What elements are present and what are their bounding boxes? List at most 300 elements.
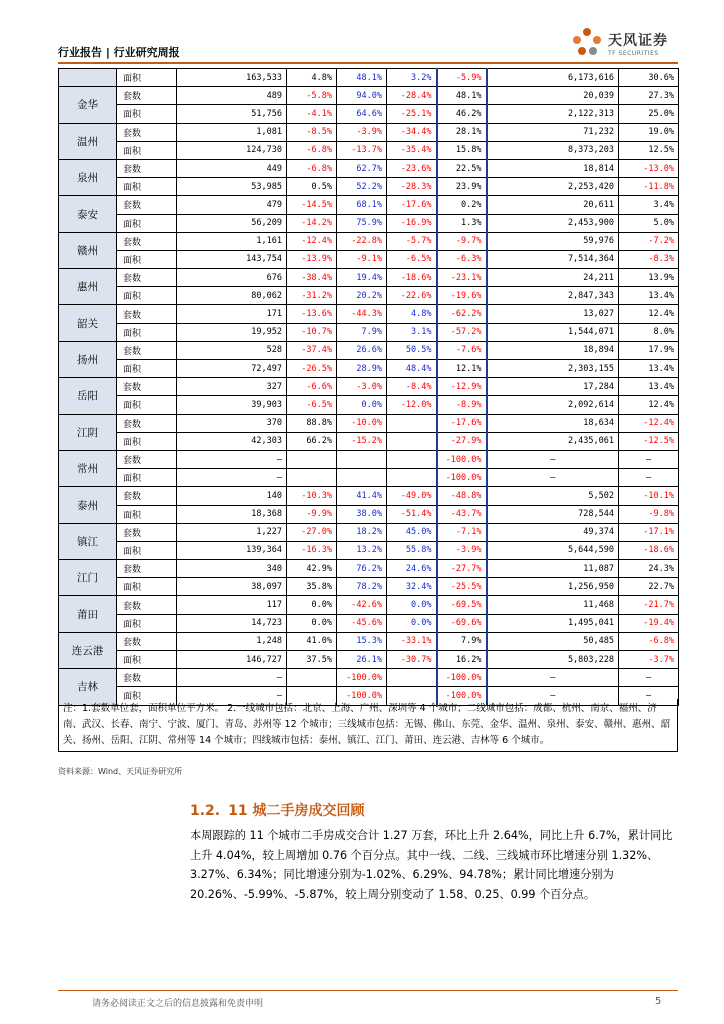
table-cell xyxy=(387,432,437,450)
table-cell: -5.7% xyxy=(387,232,437,250)
table-cell: 2,253,420 xyxy=(487,178,619,196)
report-header: 行业报告 | 行业研究周报 xyxy=(58,46,180,59)
table-cell: -12.9% xyxy=(437,378,487,396)
metric-label: 面积 xyxy=(117,651,177,669)
table-cell: 41.4% xyxy=(337,487,387,505)
table-cell: 14,723 xyxy=(177,614,287,632)
table-cell: 0.0% xyxy=(287,614,337,632)
table-cell: -10.0% xyxy=(337,414,387,432)
table-cell: -10.1% xyxy=(619,487,679,505)
table-cell: 18.2% xyxy=(337,523,387,541)
table-cell: 68.1% xyxy=(337,196,387,214)
table-cell: 35.8% xyxy=(287,578,337,596)
city-name: 江阴 xyxy=(59,414,117,450)
metric-label: 套数 xyxy=(117,378,177,396)
table-cell: -57.2% xyxy=(437,323,487,341)
table-cell: -43.7% xyxy=(437,505,487,523)
table-cell: 528 xyxy=(177,341,287,359)
table-cell: -27.7% xyxy=(437,560,487,578)
table-cell: 676 xyxy=(177,269,287,287)
table-cell: -17.6% xyxy=(437,414,487,432)
table-cell: -100.0% xyxy=(437,450,487,468)
table-cell: -9.9% xyxy=(287,505,337,523)
table-cell: 17,284 xyxy=(487,378,619,396)
table-cell: 5,502 xyxy=(487,487,619,505)
section-number: 1.2. xyxy=(190,803,221,819)
table-cell xyxy=(387,450,437,468)
table-cell: 18,634 xyxy=(487,414,619,432)
metric-label: 面积 xyxy=(117,250,177,268)
table-cell: 1,495,041 xyxy=(487,614,619,632)
table-cell: 42.9% xyxy=(287,560,337,578)
table-cell: – xyxy=(619,469,679,487)
table-cell: -6.6% xyxy=(287,378,337,396)
city-name: 镇江 xyxy=(59,523,117,559)
table-row xyxy=(59,432,679,450)
table-cell: -31.2% xyxy=(287,287,337,305)
city-name: 泰州 xyxy=(59,487,117,523)
table-cell: 13,027 xyxy=(487,305,619,323)
table-cell: 13.4% xyxy=(619,378,679,396)
table-row xyxy=(59,596,679,614)
table-cell: -49.0% xyxy=(387,487,437,505)
metric-label: 套数 xyxy=(117,487,177,505)
table-cell: -16.9% xyxy=(387,214,437,232)
metric-label: 面积 xyxy=(117,614,177,632)
table-cell: -28.3% xyxy=(387,178,437,196)
table-cell: -13.7% xyxy=(337,141,387,159)
table-cell: – xyxy=(487,687,619,705)
table-cell: 370 xyxy=(177,414,287,432)
metric-label: 套数 xyxy=(117,269,177,287)
table-cell: 19,952 xyxy=(177,323,287,341)
city-name: 连云港 xyxy=(59,632,117,668)
table-row xyxy=(59,214,679,232)
table-cell: 0.0% xyxy=(387,614,437,632)
table-cell: 2,092,614 xyxy=(487,396,619,414)
table-cell: -25.1% xyxy=(387,105,437,123)
table-cell: 0.0% xyxy=(337,396,387,414)
metric-label: 套数 xyxy=(117,414,177,432)
table-row xyxy=(59,632,679,650)
table-cell: – xyxy=(487,669,619,687)
table-cell: -100.0% xyxy=(437,469,487,487)
table-row xyxy=(59,341,679,359)
table-cell: 37.5% xyxy=(287,651,337,669)
table-cell: -23.6% xyxy=(387,159,437,177)
table-cell: 20.2% xyxy=(337,287,387,305)
logo-name-en: TF SECURITIES xyxy=(608,50,659,57)
metric-label: 面积 xyxy=(117,505,177,523)
table-row xyxy=(59,250,679,268)
city-name: 温州 xyxy=(59,123,117,159)
table-cell: 39,903 xyxy=(177,396,287,414)
table-cell: 7,514,364 xyxy=(487,250,619,268)
table-row xyxy=(59,159,679,177)
metric-label: 面积 xyxy=(117,214,177,232)
table-cell: -3.9% xyxy=(437,541,487,559)
table-cell: 327 xyxy=(177,378,287,396)
table-cell: 28.1% xyxy=(437,123,487,141)
table-cell: 94.0% xyxy=(337,87,387,105)
table-cell: -28.4% xyxy=(387,87,437,105)
table-cell: -30.7% xyxy=(387,651,437,669)
table-cell: 15.8% xyxy=(437,141,487,159)
table-cell: 25.0% xyxy=(619,105,679,123)
metric-label: 面积 xyxy=(117,323,177,341)
table-cell: 1,081 xyxy=(177,123,287,141)
table-cell: -15.2% xyxy=(337,432,387,450)
table-cell: 56,209 xyxy=(177,214,287,232)
table-cell: 64.6% xyxy=(337,105,387,123)
table-cell: -62.2% xyxy=(437,305,487,323)
table-row xyxy=(59,450,679,468)
data-source: 资料来源：Wind、天风证券研究所 xyxy=(58,767,183,776)
table-cell: 88.8% xyxy=(287,414,337,432)
table-row xyxy=(59,469,679,487)
table-cell: -6.3% xyxy=(437,250,487,268)
table-cell: -21.7% xyxy=(619,596,679,614)
table-row xyxy=(59,396,679,414)
table-cell: 0.2% xyxy=(437,196,487,214)
table-cell xyxy=(387,414,437,432)
table-cell: 340 xyxy=(177,560,287,578)
table-cell: -25.5% xyxy=(437,578,487,596)
table-cell xyxy=(387,469,437,487)
table-cell: -6.5% xyxy=(387,250,437,268)
metric-label: 套数 xyxy=(117,305,177,323)
table-cell: 13.4% xyxy=(619,287,679,305)
table-cell: -38.4% xyxy=(287,269,337,287)
table-cell: 45.0% xyxy=(387,523,437,541)
table-cell: -27.0% xyxy=(287,523,337,541)
table-row xyxy=(59,123,679,141)
table-cell: -5.9% xyxy=(437,69,487,87)
section-title: 11 城二手房成交回顾 xyxy=(228,803,365,819)
table-cell: 18,814 xyxy=(487,159,619,177)
table-cell: -100.0% xyxy=(437,669,487,687)
metric-label: 面积 xyxy=(117,178,177,196)
table-cell: – xyxy=(177,450,287,468)
table-cell: -34.4% xyxy=(387,123,437,141)
table-cell: -17.6% xyxy=(387,196,437,214)
metric-label: 面积 xyxy=(117,687,177,705)
table-cell: 16.2% xyxy=(437,651,487,669)
table-cell: -42.6% xyxy=(337,596,387,614)
table-cell: -33.1% xyxy=(387,632,437,650)
table-cell: -26.5% xyxy=(287,360,337,378)
header-rule xyxy=(58,62,678,64)
table-body xyxy=(59,69,679,706)
table-cell: 143,754 xyxy=(177,250,287,268)
table-cell: 27.3% xyxy=(619,87,679,105)
table-cell: -3.7% xyxy=(619,651,679,669)
table-cell: 449 xyxy=(177,159,287,177)
table-cell: -35.4% xyxy=(387,141,437,159)
table-cell: 55.8% xyxy=(387,541,437,559)
city-name: 泉州 xyxy=(59,159,117,195)
table-row xyxy=(59,523,679,541)
table-cell: 76.2% xyxy=(337,560,387,578)
table-cell: 38,097 xyxy=(177,578,287,596)
table-cell: – xyxy=(177,669,287,687)
table-cell: -48.8% xyxy=(437,487,487,505)
table-cell: 2,847,343 xyxy=(487,287,619,305)
company-logo xyxy=(568,24,678,64)
table-cell: 23.9% xyxy=(437,178,487,196)
table-cell: 41.0% xyxy=(287,632,337,650)
table-cell: -8.9% xyxy=(437,396,487,414)
table-cell: -51.4% xyxy=(387,505,437,523)
table-row xyxy=(59,378,679,396)
table-cell: -6.8% xyxy=(287,141,337,159)
table-cell: 728,544 xyxy=(487,505,619,523)
table-cell: -7.1% xyxy=(437,523,487,541)
table-cell: -12.4% xyxy=(287,232,337,250)
table-cell: 1,248 xyxy=(177,632,287,650)
city-name: 金华 xyxy=(59,87,117,123)
table-cell: 3.4% xyxy=(619,196,679,214)
city-name: 惠州 xyxy=(59,269,117,305)
metric-label: 套数 xyxy=(117,523,177,541)
table-cell: 62.7% xyxy=(337,159,387,177)
table-cell: -14.5% xyxy=(287,196,337,214)
city-transaction-table xyxy=(58,68,679,706)
table-cell: -100.0% xyxy=(337,687,387,705)
table-cell: 3.1% xyxy=(387,323,437,341)
table-cell: -8.3% xyxy=(619,250,679,268)
table-cell: -6.8% xyxy=(287,159,337,177)
table-cell: 66.2% xyxy=(287,432,337,450)
metric-label: 面积 xyxy=(117,396,177,414)
table-cell: 11,087 xyxy=(487,560,619,578)
table-cell: 24.6% xyxy=(387,560,437,578)
table-cell: -9.8% xyxy=(619,505,679,523)
table-row xyxy=(59,196,679,214)
table-cell: 8,373,203 xyxy=(487,141,619,159)
metric-label: 套数 xyxy=(117,632,177,650)
table-cell: 51,756 xyxy=(177,105,287,123)
table-cell: 5.0% xyxy=(619,214,679,232)
table-cell: 46.2% xyxy=(437,105,487,123)
table-row xyxy=(59,360,679,378)
city-name: 岳阳 xyxy=(59,378,117,414)
table-cell: – xyxy=(619,450,679,468)
table-cell: 50.5% xyxy=(387,341,437,359)
table-cell: 48.1% xyxy=(437,87,487,105)
metric-label: 套数 xyxy=(117,341,177,359)
table-cell: 30.6% xyxy=(619,69,679,87)
table-cell: 140 xyxy=(177,487,287,505)
table-cell: 12.4% xyxy=(619,396,679,414)
table-cell: 78.2% xyxy=(337,578,387,596)
table-cell: -9.7% xyxy=(437,232,487,250)
table-cell: 24,211 xyxy=(487,269,619,287)
table-cell: – xyxy=(487,450,619,468)
table-cell: -23.1% xyxy=(437,269,487,287)
table-cell: 22.7% xyxy=(619,578,679,596)
table-cell: 1,227 xyxy=(177,523,287,541)
table-cell: -37.4% xyxy=(287,341,337,359)
table-cell xyxy=(287,669,337,687)
metric-label: 套数 xyxy=(117,196,177,214)
table-row xyxy=(59,505,679,523)
city-name: 赣州 xyxy=(59,232,117,268)
metric-label: 面积 xyxy=(117,287,177,305)
table-cell: 20,039 xyxy=(487,87,619,105)
table-cell: 163,533 xyxy=(177,69,287,87)
table-cell: 2,122,313 xyxy=(487,105,619,123)
metric-label: 面积 xyxy=(117,141,177,159)
footer-rule xyxy=(58,990,678,991)
table-cell: -18.6% xyxy=(619,541,679,559)
table-cell: -22.8% xyxy=(337,232,387,250)
table-cell xyxy=(337,469,387,487)
table-cell: 32.4% xyxy=(387,578,437,596)
table-cell: 124,730 xyxy=(177,141,287,159)
city-name: 常州 xyxy=(59,450,117,486)
table-cell: -12.4% xyxy=(619,414,679,432)
city-name: 泰安 xyxy=(59,196,117,232)
city-name: 莆田 xyxy=(59,596,117,632)
table-cell: 19.0% xyxy=(619,123,679,141)
table-cell: -17.1% xyxy=(619,523,679,541)
metric-label: 面积 xyxy=(117,541,177,559)
table-cell: -10.3% xyxy=(287,487,337,505)
table-cell: 12.1% xyxy=(437,360,487,378)
metric-label: 套数 xyxy=(117,159,177,177)
table-cell: -3.0% xyxy=(337,378,387,396)
table-cell: 72,497 xyxy=(177,360,287,378)
table-cell: -4.1% xyxy=(287,105,337,123)
table-cell: 24.3% xyxy=(619,560,679,578)
table-cell: -11.8% xyxy=(619,178,679,196)
table-cell: -7.6% xyxy=(437,341,487,359)
table-cell: -22.6% xyxy=(387,287,437,305)
table-cell: 48.1% xyxy=(337,69,387,87)
table-cell xyxy=(287,450,337,468)
table-row xyxy=(59,651,679,669)
table-cell: -69.6% xyxy=(437,614,487,632)
table-cell: -6.5% xyxy=(287,396,337,414)
table-cell: 13.2% xyxy=(337,541,387,559)
metric-label: 套数 xyxy=(117,232,177,250)
metric-label: 面积 xyxy=(117,432,177,450)
logo-name-cn: 天风证券 xyxy=(608,33,668,49)
table-cell: 479 xyxy=(177,196,287,214)
metric-label: 套数 xyxy=(117,669,177,687)
metric-label: 套数 xyxy=(117,87,177,105)
table-cell: 139,364 xyxy=(177,541,287,559)
section-heading xyxy=(190,800,364,820)
table-cell: 48.4% xyxy=(387,360,437,378)
table-cell: -3.9% xyxy=(337,123,387,141)
table-row xyxy=(59,578,679,596)
table-row xyxy=(59,669,679,687)
table-cell: 75.9% xyxy=(337,214,387,232)
table-cell: 2,453,900 xyxy=(487,214,619,232)
table-cell: 18,894 xyxy=(487,341,619,359)
table-cell: 3.2% xyxy=(387,69,437,87)
metric-label: 套数 xyxy=(117,123,177,141)
table-cell: -13.6% xyxy=(287,305,337,323)
table-row xyxy=(59,269,679,287)
table-cell: -7.2% xyxy=(619,232,679,250)
table-row xyxy=(59,232,679,250)
table-cell: -19.4% xyxy=(619,614,679,632)
table-cell: 2,303,155 xyxy=(487,360,619,378)
table-note: 注：1.套数单位套，面积单位平方米。 2.一线城市包括：北京、上海、广州、深圳等 4 个城市；二线城市包括：成都、杭州、南京、福州、济南、武汉、长春、南宁、宁波、厦门、青岛、苏州等 12 个城市；三线城市包括：无锡、佛山、东莞、金华、温州、泉州、泰安、赣州、惠州、韶关、扬州、岳阳、江阴、常州等 14 个城市；四线城市包括：泰州、镇江、江门、莆田、连云港、吉林等 6 个城市。 xyxy=(58,699,678,752)
table-cell: 13.4% xyxy=(619,360,679,378)
metric-label: 面积 xyxy=(117,360,177,378)
table-cell: 1,544,071 xyxy=(487,323,619,341)
page-number: 5 xyxy=(655,996,662,1007)
table-row xyxy=(59,541,679,559)
table-row xyxy=(59,560,679,578)
table-cell: 0.5% xyxy=(287,178,337,196)
table-cell: 12.5% xyxy=(619,141,679,159)
metric-label: 套数 xyxy=(117,560,177,578)
city-name: 江门 xyxy=(59,560,117,596)
table-cell: -100.0% xyxy=(437,687,487,705)
table-row xyxy=(59,141,679,159)
table-cell: -69.5% xyxy=(437,596,487,614)
metric-label: 套数 xyxy=(117,596,177,614)
table-cell: 52.2% xyxy=(337,178,387,196)
table-cell xyxy=(287,469,337,487)
table-cell: -18.6% xyxy=(387,269,437,287)
table-cell: 22.5% xyxy=(437,159,487,177)
table-cell: 38.0% xyxy=(337,505,387,523)
table-cell: 80,062 xyxy=(177,287,287,305)
metric-label: 套数 xyxy=(117,450,177,468)
table-cell: 1.3% xyxy=(437,214,487,232)
table-cell: 1,161 xyxy=(177,232,287,250)
table-cell: – xyxy=(177,687,287,705)
table-row xyxy=(59,487,679,505)
metric-label: 面积 xyxy=(117,469,177,487)
table-cell: 53,985 xyxy=(177,178,287,196)
table-cell: -44.3% xyxy=(337,305,387,323)
table-cell: -100.0% xyxy=(337,669,387,687)
metric-label: 面积 xyxy=(117,578,177,596)
table-cell: 12.4% xyxy=(619,305,679,323)
table-cell: 2,435,061 xyxy=(487,432,619,450)
table-cell: 5,644,590 xyxy=(487,541,619,559)
table-cell: 17.9% xyxy=(619,341,679,359)
table-cell: -19.6% xyxy=(437,287,487,305)
table-cell: 0.0% xyxy=(287,596,337,614)
footer-disclaimer: 请务必阅读正文之后的信息披露和免责申明 xyxy=(92,999,264,1009)
table-cell: 6,173,616 xyxy=(487,69,619,87)
table-cell: 5,803,228 xyxy=(487,651,619,669)
table-cell: – xyxy=(619,669,679,687)
body-paragraph: 本周跟踪的 11 个城市二手房成交合计 1.27 万套，环比上升 2.64%，同比上升 6.7%，累计同比上升 4.04%，较上周增加 0.76 个百分点。其中一线、二线、三线城市环比增速分别 1.32%、3.27%、6.34%；同比增速分别为-1.02%、6.29%、94.78%；累计同比增速分别为 20.26%、-5.99%、-5.87%，较上周分别变动了 1.58、0.25、0.99 个百分点。 xyxy=(190,829,673,901)
table-cell: -5.8% xyxy=(287,87,337,105)
table-cell: -8.4% xyxy=(387,378,437,396)
table-row xyxy=(59,178,679,196)
table-cell: – xyxy=(487,469,619,487)
table-cell: -13.9% xyxy=(287,250,337,268)
city-name: 吉林 xyxy=(59,669,117,705)
table-row xyxy=(59,287,679,305)
table-cell: -9.1% xyxy=(337,250,387,268)
table-cell: 15.3% xyxy=(337,632,387,650)
table-cell: 13.9% xyxy=(619,269,679,287)
table-cell: -16.3% xyxy=(287,541,337,559)
table-row xyxy=(59,614,679,632)
table-row xyxy=(59,69,679,87)
